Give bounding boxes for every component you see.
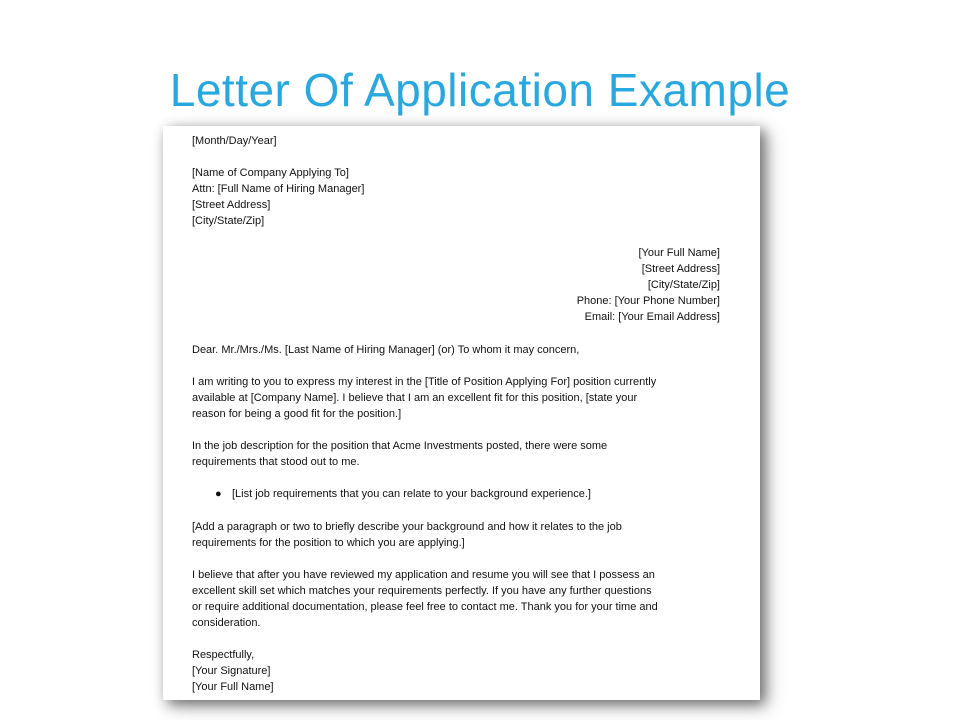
paragraph3-line1: [Add a paragraph or two to briefly describe your background and how it relates to the job [192, 521, 622, 533]
paragraph2-line1: In the job description for the position that Acme Investments posted, there were some [192, 440, 608, 452]
paragraph4-line2: excellent skill set which matches your requirements perfectly. If you have any further questions [192, 585, 652, 597]
paragraph4-line4: consideration. [192, 617, 261, 629]
recipient-company: [Name of Company Applying To] [192, 167, 349, 179]
bullet-icon: ● [215, 488, 222, 500]
bullet-item: [List job requirements that you can relate to your background experience.] [232, 488, 591, 500]
recipient-city: [City/State/Zip] [192, 215, 265, 227]
paragraph3-line2: requirements for the position to which you are applying.] [192, 537, 465, 549]
paragraph1-line3: reason for being a good fit for the position.] [192, 408, 402, 420]
paragraph1-line1: I am writing to you to express my interest in the [Title of Position Applying For] position currently [192, 376, 657, 388]
closing-signature: [Your Signature] [192, 665, 271, 677]
sender-street: [Street Address] [641, 263, 720, 275]
sender-phone: Phone: [Your Phone Number] [576, 295, 720, 307]
sender-city: [City/State/Zip] [647, 279, 720, 291]
sender-name: [Your Full Name] [638, 247, 720, 259]
paragraph4-line3: or require additional documentation, please feel free to contact me. Thank you for your time and [192, 601, 658, 613]
letter-document [163, 126, 760, 700]
closing-respectfully: Respectfully, [192, 649, 255, 661]
paragraph2-line2: requirements that stood out to me. [192, 456, 360, 468]
closing-full-name: [Your Full Name] [192, 681, 274, 693]
paragraph1-line2: available at [Company Name]. I believe that I am an excellent fit for this position, [state your [192, 392, 638, 404]
letter-date: [Month/Day/Year] [192, 135, 277, 147]
paragraph4-line1: I believe that after you have reviewed my application and resume you will see that I possess an [192, 569, 655, 581]
recipient-street: [Street Address] [192, 199, 271, 211]
sender-email: Email: [Your Email Address] [584, 311, 720, 323]
recipient-attn: Attn: [Full Name of Hiring Manager] [192, 183, 365, 195]
slide-title: Letter Of Application Example [169, 64, 791, 116]
salutation: Dear. Mr./Mrs./Ms. [Last Name of Hiring Manager] (or) To whom it may concern, [192, 344, 580, 356]
